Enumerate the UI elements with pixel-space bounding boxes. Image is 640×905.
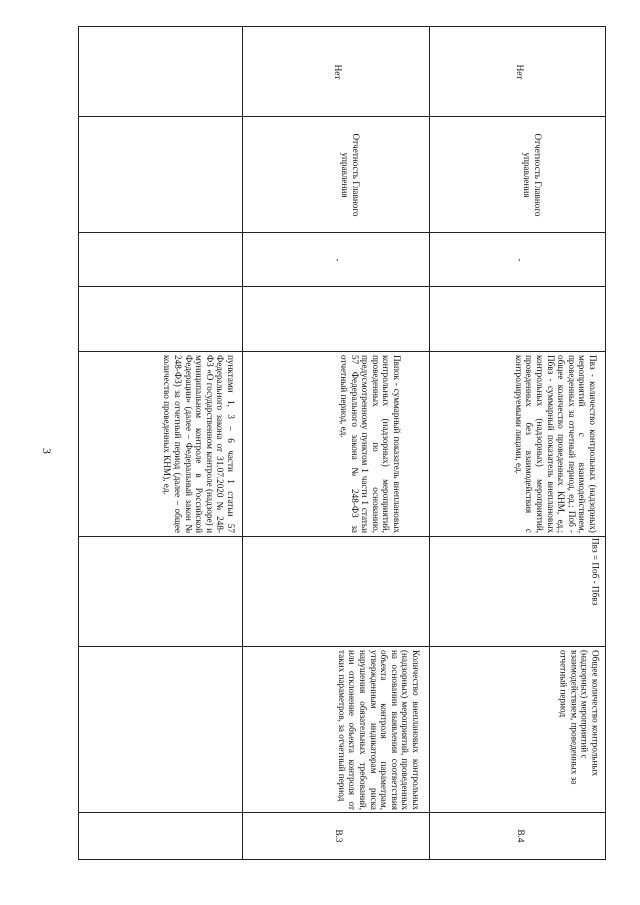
row3-name: Общее количество контрольных (надзорных) мероприятий с взаимодействием, проведенных за отчетный период	[558, 649, 600, 784]
row2-source-cell	[243, 117, 429, 232]
row1-description: пунктами 1, 3 – 6 части 1 статьи 57 Федерального закона от 31.07.2020 № 248-ФЗ «О государственном контроле (надзоре) и муниципальном контроле в Российской Федерации» (далее – Федеральный закон № 248-ФЗ) за отчетный период (далее – общее количество проведенных КНМ), ед.	[161, 355, 236, 533]
row2-name-cell	[243, 647, 429, 812]
row2-col6: -	[333, 257, 343, 262]
row3-formula: Пвз = Поб - Пбвз	[590, 537, 600, 605]
row3-answer: Нет	[514, 64, 525, 79]
column-divider	[78, 286, 606, 287]
row2-source: Отчетность Главного управления	[340, 133, 361, 216]
row2-description: Пвпок - суммарный показатель внеплановых контрольных (надзорных) мероприятий, проведенных по основанию, предусмотренному пунктом 1 части 1 статьи 57 Федерального закона № 248-ФЗ за отчетный период, ед.	[339, 355, 402, 533]
row2-id: B.3	[334, 829, 344, 843]
row2-id-cell	[243, 813, 429, 859]
row2-col6-cell	[243, 233, 429, 286]
row3-id: B.4	[515, 829, 526, 843]
table-border-right	[605, 26, 606, 860]
table-border-bottom	[78, 859, 606, 860]
row3-source: Отчетность Главного управления	[521, 133, 543, 216]
row2-name: Количество внеплановых контрольных (надзорных) мероприятий, проведенных на основании выявления соответствия объекта контроля параметрам, утвержденным индикаторам риска нарушения обязательных требований, или отклонение объекта контроля от таких параметров, за отчетный период	[336, 649, 421, 810]
row3-id-cell	[430, 813, 605, 859]
row3-source-cell	[430, 117, 605, 232]
row3-col6: -	[514, 257, 525, 262]
row3-formula-cell	[430, 537, 605, 646]
row3-name-cell	[430, 647, 605, 812]
row3-description-cell	[430, 352, 605, 536]
row2-answer: Нет	[333, 64, 343, 79]
row2-answer-cell	[243, 27, 429, 116]
row1-description-cell	[79, 352, 242, 536]
row3-col6-cell	[430, 233, 605, 286]
indicator-table	[78, 26, 606, 860]
row3-answer-cell	[430, 27, 605, 116]
page-number: 3	[40, 448, 54, 454]
row2-description-cell	[243, 352, 429, 536]
row3-description: Пвз - количество контрольных (надзорных) мероприятий с взаимодействием, проведенных за отчетный период, ед.; Поб - общее количество проведенных КНМ, ед.; Пбвз - суммарный показатель внеплановых контрольных (надзорных) мероприятий, проведенных без взаимодействия с контролируемыми лицами, ед.	[513, 355, 598, 533]
